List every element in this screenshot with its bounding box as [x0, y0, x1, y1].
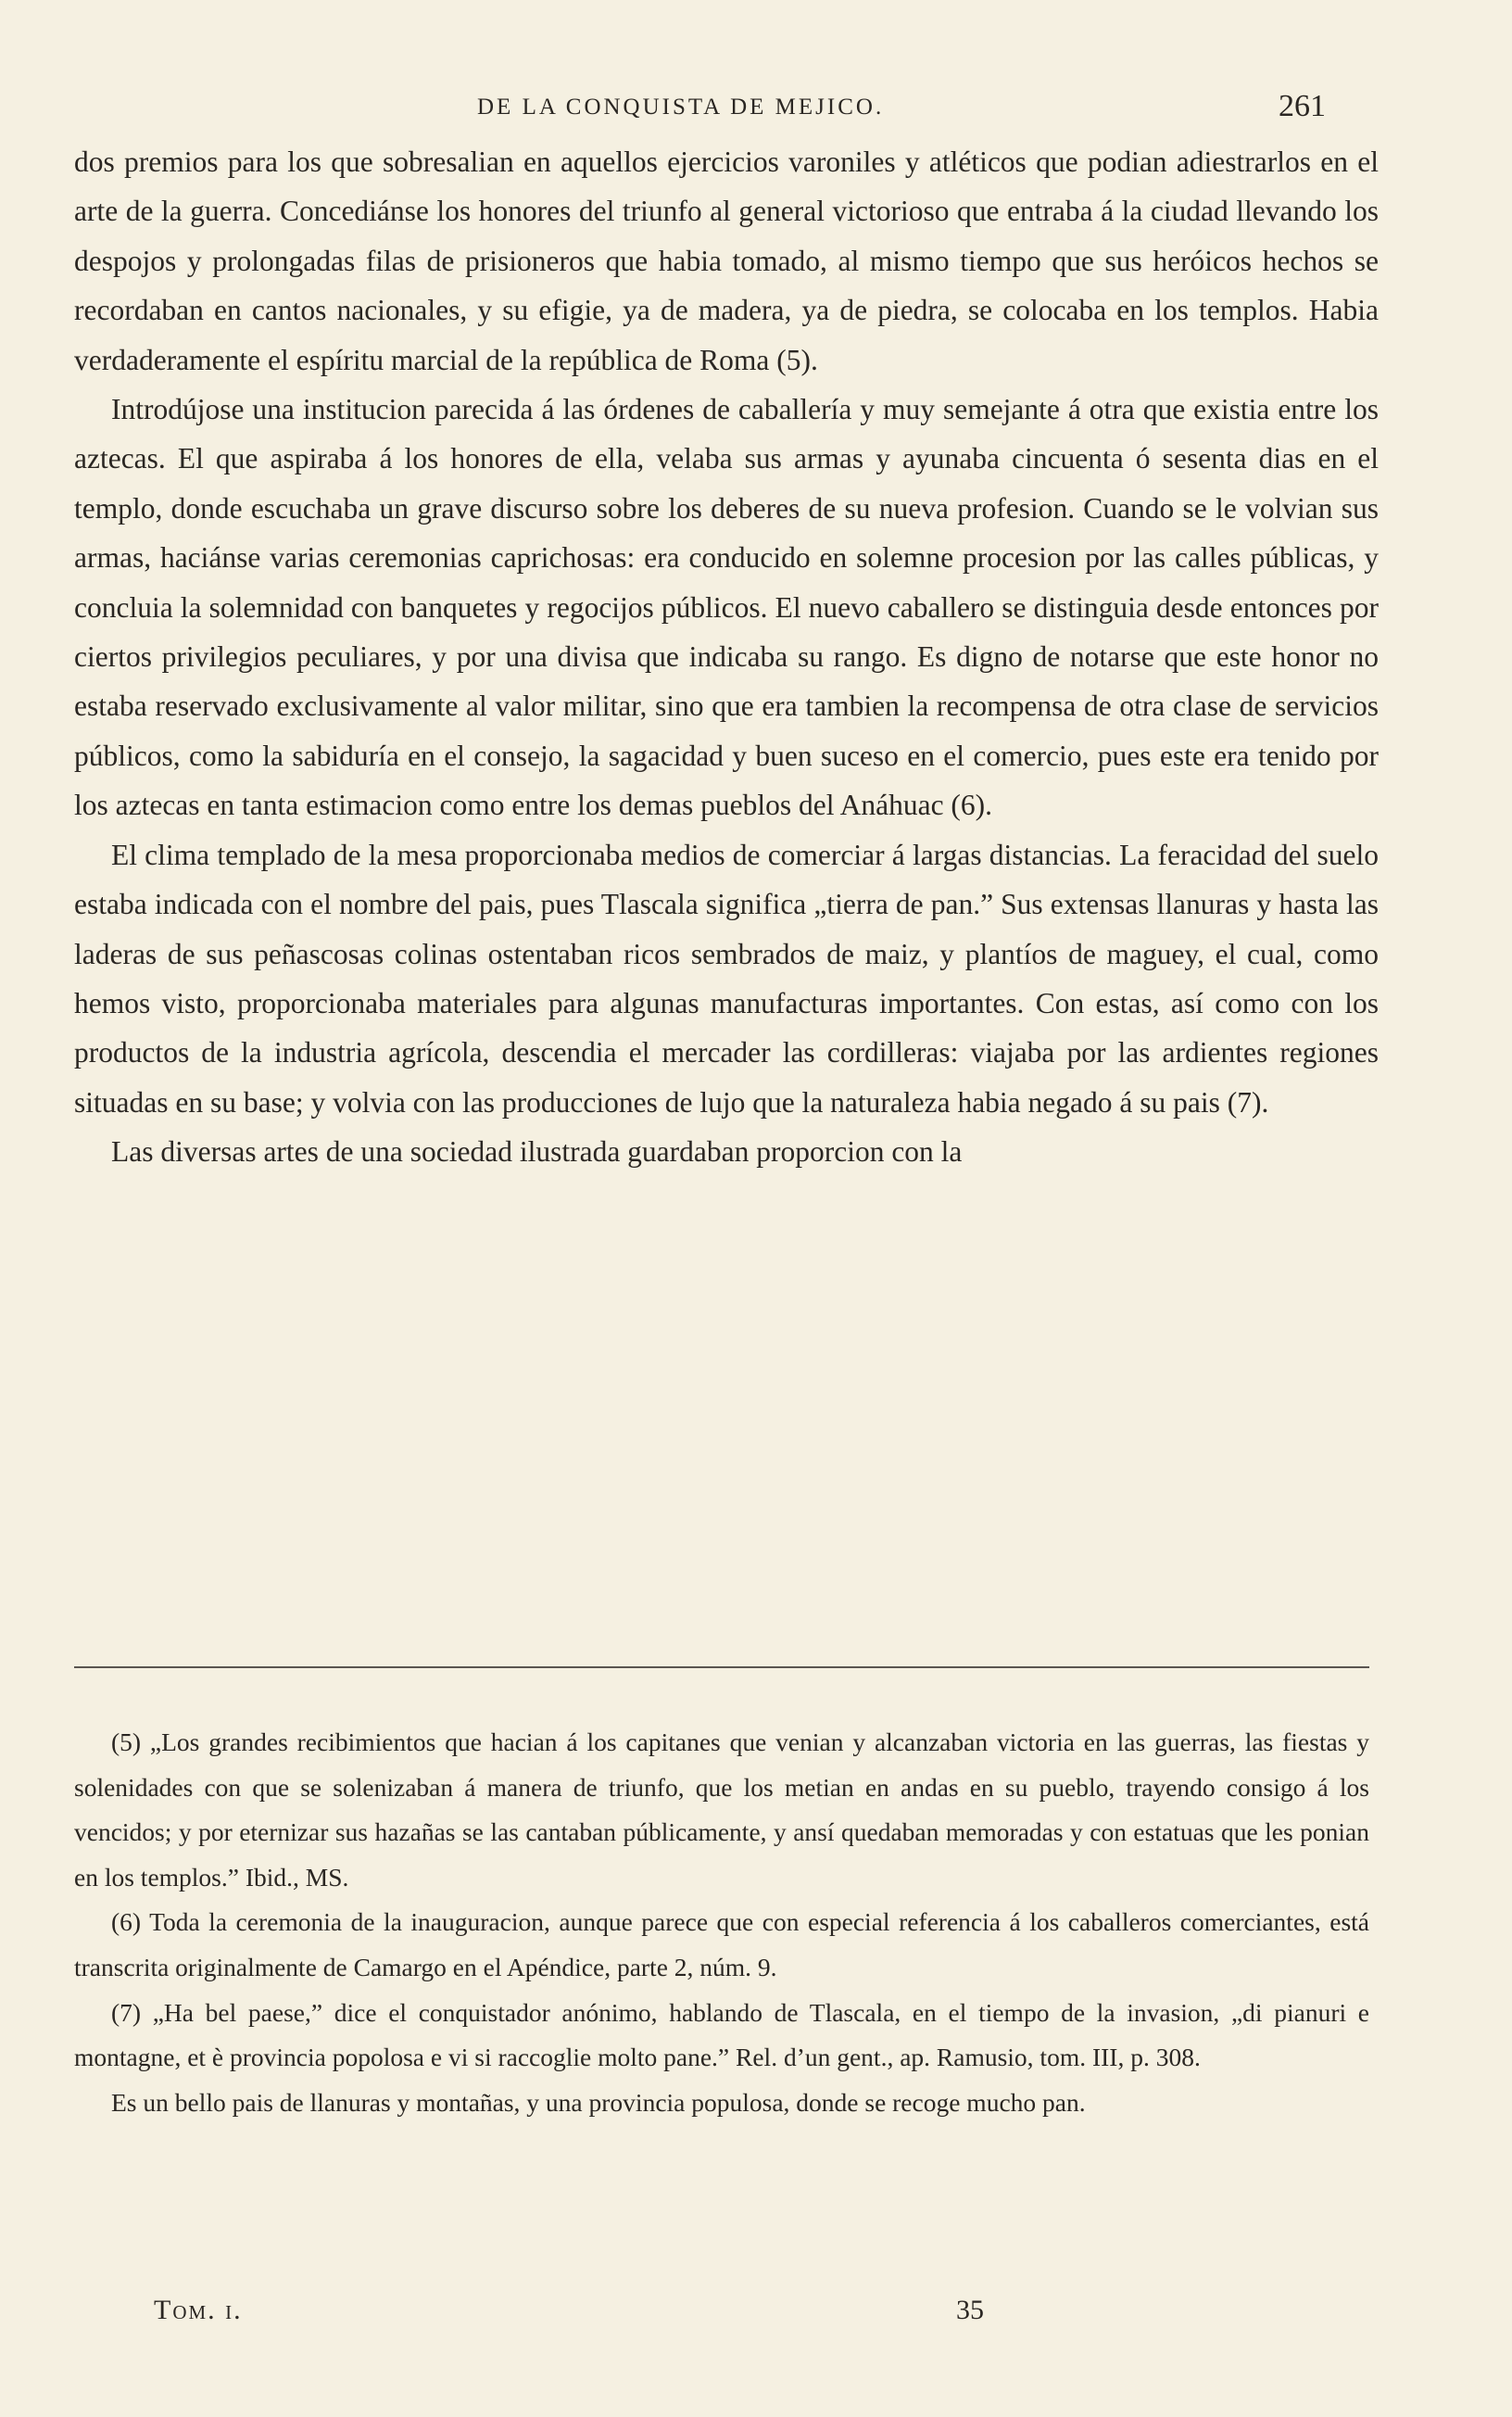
- signature-mark: 35: [956, 2295, 984, 2325]
- footnote: Es un bello pais de llanuras y montañas, y una provincia populosa, donde se recoge mucho pan.: [111, 2087, 1086, 2117]
- main-text: [74, 137, 1379, 1177]
- footnote: (5) „Los grandes recibimientos que hacian á los capitanes que venian y alcanzaban victoria en las guerras, las fiestas y solenidades con que se solenizaban á manera de triunfo, que los metian en andas en su pueblo, trayendo consigo á los vencidos; y por eternizar sus hazañas se las cantaban públicamente, y ansí quedaban memoradas y con estatuas que les ponian en los templos.” Ibid., MS.: [74, 1727, 1369, 1892]
- footnote: (7) „Ha bel paese,” dice el conquistador anónimo, hablando de Tlascala, en el tiempo de la invasion, „di pianuri e montagne, et è provincia popolosa e vi si raccoglie molto pane.” Rel. d’un gent., ap. Ramusio, tom. III, p. 308.: [74, 1997, 1369, 2072]
- paragraph: Introdújose una institucion parecida á las órdenes de caballería y muy semejante á otra que existia entre los aztecas. El que aspiraba á los honores de ella, velaba sus armas y ayunaba cincuenta ó sesenta dias en el templo, donde escuchaba un grave discurso sobre los deberes de su nueva profesion. Cuando se le volvian sus armas, haciánse varias ceremonias caprichosas: era conducido en solemne procesion por las calles públicas, y concluia la solemnidad con banquetes y regocijos públicos. El nuevo caballero se distinguia desde entonces por ciertos privilegios peculiares, y por una divisa que indicaba su rango. Es digno de notarse que este honor no estaba reservado exclusivamente al valor militar, sino que era tambien la recompensa de otra clase de servicios públicos, como la sabiduría en el consejo, la sagacidad y buen suceso en el comercio, pues este era tenido por los aztecas en tanta estimacion como entre los demas pueblos del Anáhuac (6).: [74, 393, 1379, 822]
- page-number: 261: [1279, 89, 1326, 123]
- footnote-divider: [74, 1666, 1369, 1668]
- page-footer: [0, 2295, 1512, 2341]
- running-head: [0, 89, 1512, 126]
- running-head-title: DE LA CONQUISTA DE MEJICO.: [477, 95, 885, 120]
- paragraph: Las diversas artes de una sociedad ilustrada guardaban proporcion con la: [111, 1135, 963, 1169]
- footnotes: [74, 1720, 1369, 2125]
- footnote: (6) Toda la ceremonia de la inauguracion, aunque parece que con especial referencia á los caballeros comerciantes, está transcrita originalmente de Camargo en el Apéndice, parte 2, núm. 9.: [74, 1907, 1369, 1981]
- volume-label: Tom. i.: [154, 2295, 243, 2325]
- paragraph: El clima templado de la mesa proporcionaba medios de comerciar á largas distancias. La feracidad del suelo estaba indicada con el nombre del pais, pues Tlascala significa „tierra de pan.” Sus extensas llanuras y hasta las laderas de sus peñascosas colinas ostentaban ricos sembrados de maiz, y plantíos de maguey, el cual, como hemos visto, proporcionaba materiales para algunas manufacturas importantes. Con estas, así como con los productos de la industria agrícola, descendia el mercader las cordilleras: viajaba por las ardientes regiones situadas en su base; y volvia con las producciones de lujo que la naturaleza habia negado á su pais (7).: [74, 838, 1379, 1119]
- paragraph: dos premios para los que sobresalian en aquellos ejercicios varoniles y atléticos que podian adiestrarlos en el arte de la guerra. Concediánse los honores del triunfo al general victorioso que entraba á la ciudad llevando los despojos y prolongadas filas de prisioneros que habia tomado, al mismo tiempo que sus heróicos hechos se recordaban en cantos nacionales, y su efigie, ya de madera, ya de piedra, se colocaba en los templos. Habia verdaderamente el espíritu marcial de la república de Roma (5).: [74, 146, 1379, 376]
